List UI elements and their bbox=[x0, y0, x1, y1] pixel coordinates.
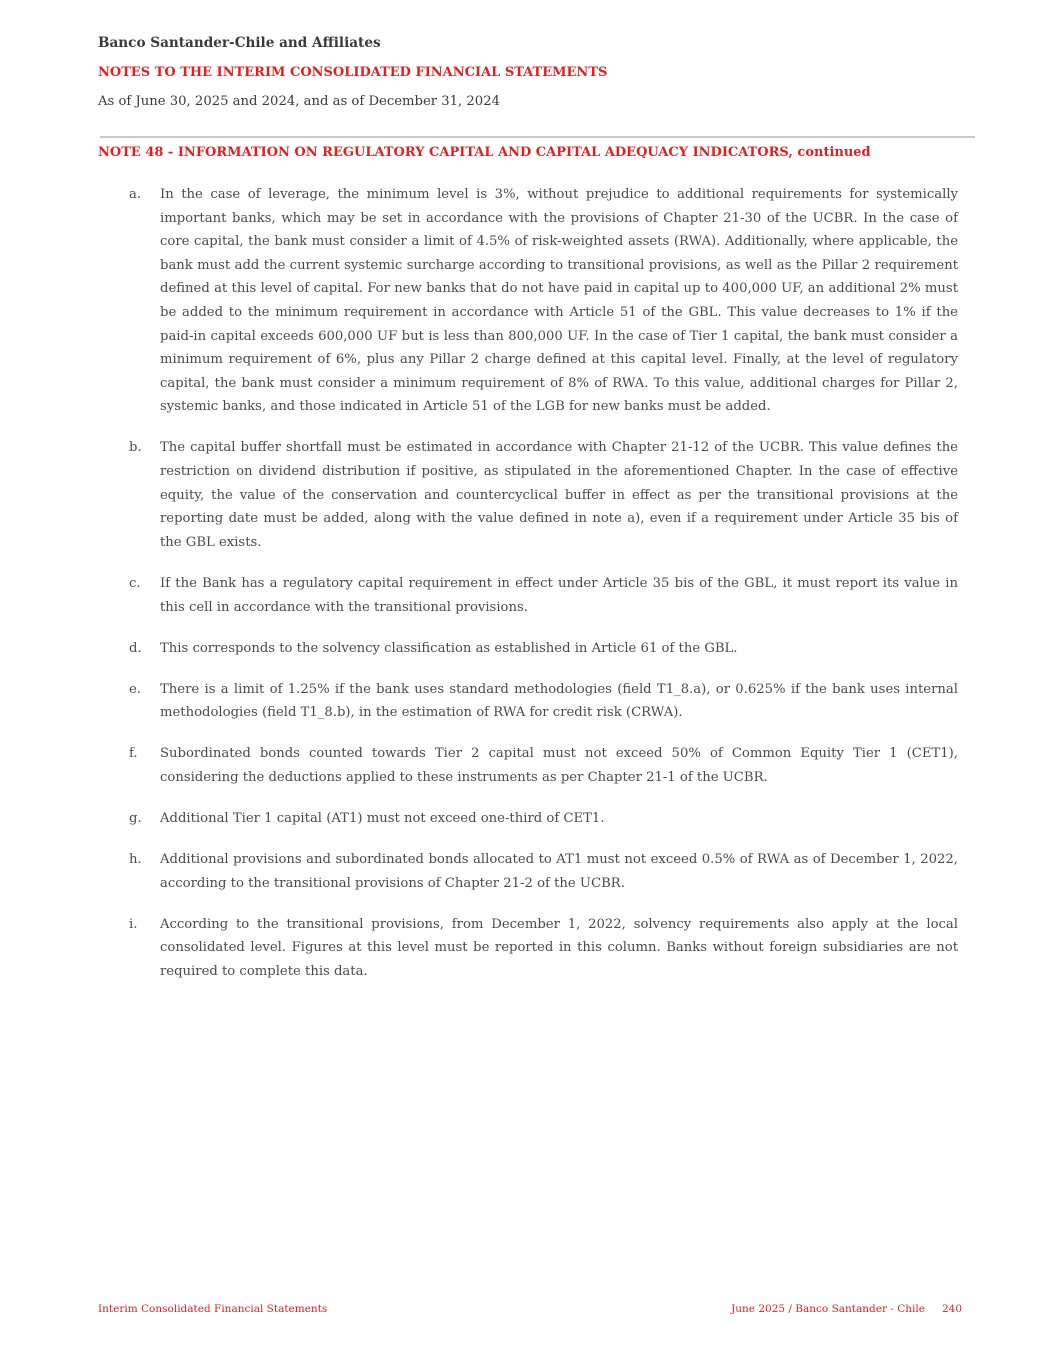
note-item-i bbox=[98, 913, 958, 984]
note-item-d bbox=[98, 637, 958, 661]
note-letter: f. bbox=[129, 746, 138, 762]
note-item-b bbox=[98, 436, 958, 554]
note-letter: a. bbox=[129, 187, 142, 202]
note-item-c bbox=[98, 572, 958, 619]
footer-period-bank: June 2025 / Banco Santander - Chile bbox=[731, 1303, 925, 1315]
note-letter: d. bbox=[129, 640, 142, 656]
page-number: 240 bbox=[941, 1303, 962, 1315]
reporting-period: As of June 30, 2025 and 2024, and as of December 31, 2024 bbox=[98, 94, 500, 109]
note-text: Subordinated bonds counted towards Tier 2 capital must not exceed 50% of Common Equity Tier 1 (CET1), considering the deductions applied to these instruments as per Chapter 21-1 of the UCBR. bbox=[160, 746, 958, 785]
note-item-a bbox=[98, 183, 958, 419]
company-name: Banco Santander-Chile and Affiliates bbox=[98, 35, 381, 51]
note-text: If the Bank has a regulatory capital requirement in effect under Article 35 bis of the GBL, it must report its value in this cell in accordance with the transitional provisions. bbox=[160, 575, 958, 615]
note-text: Additional Tier 1 capital (AT1) must not exceed one-third of CET1. bbox=[160, 811, 605, 827]
notes-list bbox=[98, 183, 958, 1001]
page-header bbox=[98, 34, 978, 111]
footer-right bbox=[731, 1302, 962, 1316]
note-text: According to the transitional provisions, from December 1, 2022, solvency requirements also apply at the local consolidated level. Figures at this level must be reported in this column. Banks without foreign subsidiaries are not required to complete this data. bbox=[160, 916, 958, 980]
note-letter: h. bbox=[129, 852, 142, 868]
note-text: There is a limit of 1.25% if the bank uses standard methodologies (field T1_8.a), or 0.625% if the bank uses internal methodologies (field T1_8.b), in the estimation of RWA for credit risk (CRWA). bbox=[160, 681, 958, 721]
note-text: In the case of leverage, the minimum level is 3%, without prejudice to additional requirements for systemically important banks, which may be set in accordance with the provisions of Chapter 21-30 of the UCBR. In the case of core capital, the bank must consider a limit of 4.5% of risk-weighted assets (RWA). Additionally, where applicable, the bank must add the current systemic surcharge according to transitional provisions, as well as the Pillar 2 requirement defined at this level of capital. For new banks that do not have paid in capital up to 400,000 UF, an additional 2% must be added to the minimum requirement in accordance with Article 51 of the GBL. This value decreases to 1% if the paid-in capital exceeds 600,000 UF but is less than 800,000 UF. In the case of Tier 1 capital, the bank must consider a minimum requirement of 6%, plus any Pillar 2 charge defined at this capital level. Finally, at the level of regulatory capital, the bank must consider a minimum requirement of 8% of RWA. To this value, additional charges for Pillar 2, systemic banks, and those indicated in Article 51 of the LGB for new banks must be added. bbox=[160, 187, 958, 415]
note-letter: c. bbox=[129, 575, 141, 591]
note-text: The capital buffer shortfall must be estimated in accordance with Chapter 21-12 of the UCBR. This value defines the restriction on dividend distribution if positive, as stipulated in the aforementioned Chapter. In the case of effective equity, the value of the conservation and countercyclical buffer in effect as per the transitional provisions at the reporting date must be added, along with the value defined in note a), even if a requirement under Article 35 bis of the GBL exists. bbox=[160, 440, 958, 550]
note-letter: b. bbox=[129, 440, 142, 456]
note-title: NOTE 48 - INFORMATION ON REGULATORY CAPITAL AND CAPITAL ADEQUACY INDICATORS, continued bbox=[98, 145, 871, 160]
note-item-h bbox=[98, 848, 958, 895]
note-item-e bbox=[98, 678, 958, 725]
note-item-g bbox=[98, 807, 958, 831]
note-item-f bbox=[98, 742, 958, 789]
document-title: NOTES TO THE INTERIM CONSOLIDATED FINANCIAL STATEMENTS bbox=[98, 65, 608, 80]
note-letter: i. bbox=[129, 916, 138, 932]
note-letter: e. bbox=[129, 681, 141, 697]
header-divider bbox=[100, 136, 975, 138]
note-letter: g. bbox=[129, 811, 142, 827]
note-text: This corresponds to the solvency classification as established in Article 61 of the GBL. bbox=[160, 640, 738, 656]
footer-document-name: Interim Consolidated Financial Statements bbox=[98, 1303, 328, 1315]
note-text: Additional provisions and subordinated bonds allocated to AT1 must not exceed 0.5% of RWA as of December 1, 2022, according to the transitional provisions of Chapter 21-2 of the UCBR. bbox=[160, 852, 958, 891]
